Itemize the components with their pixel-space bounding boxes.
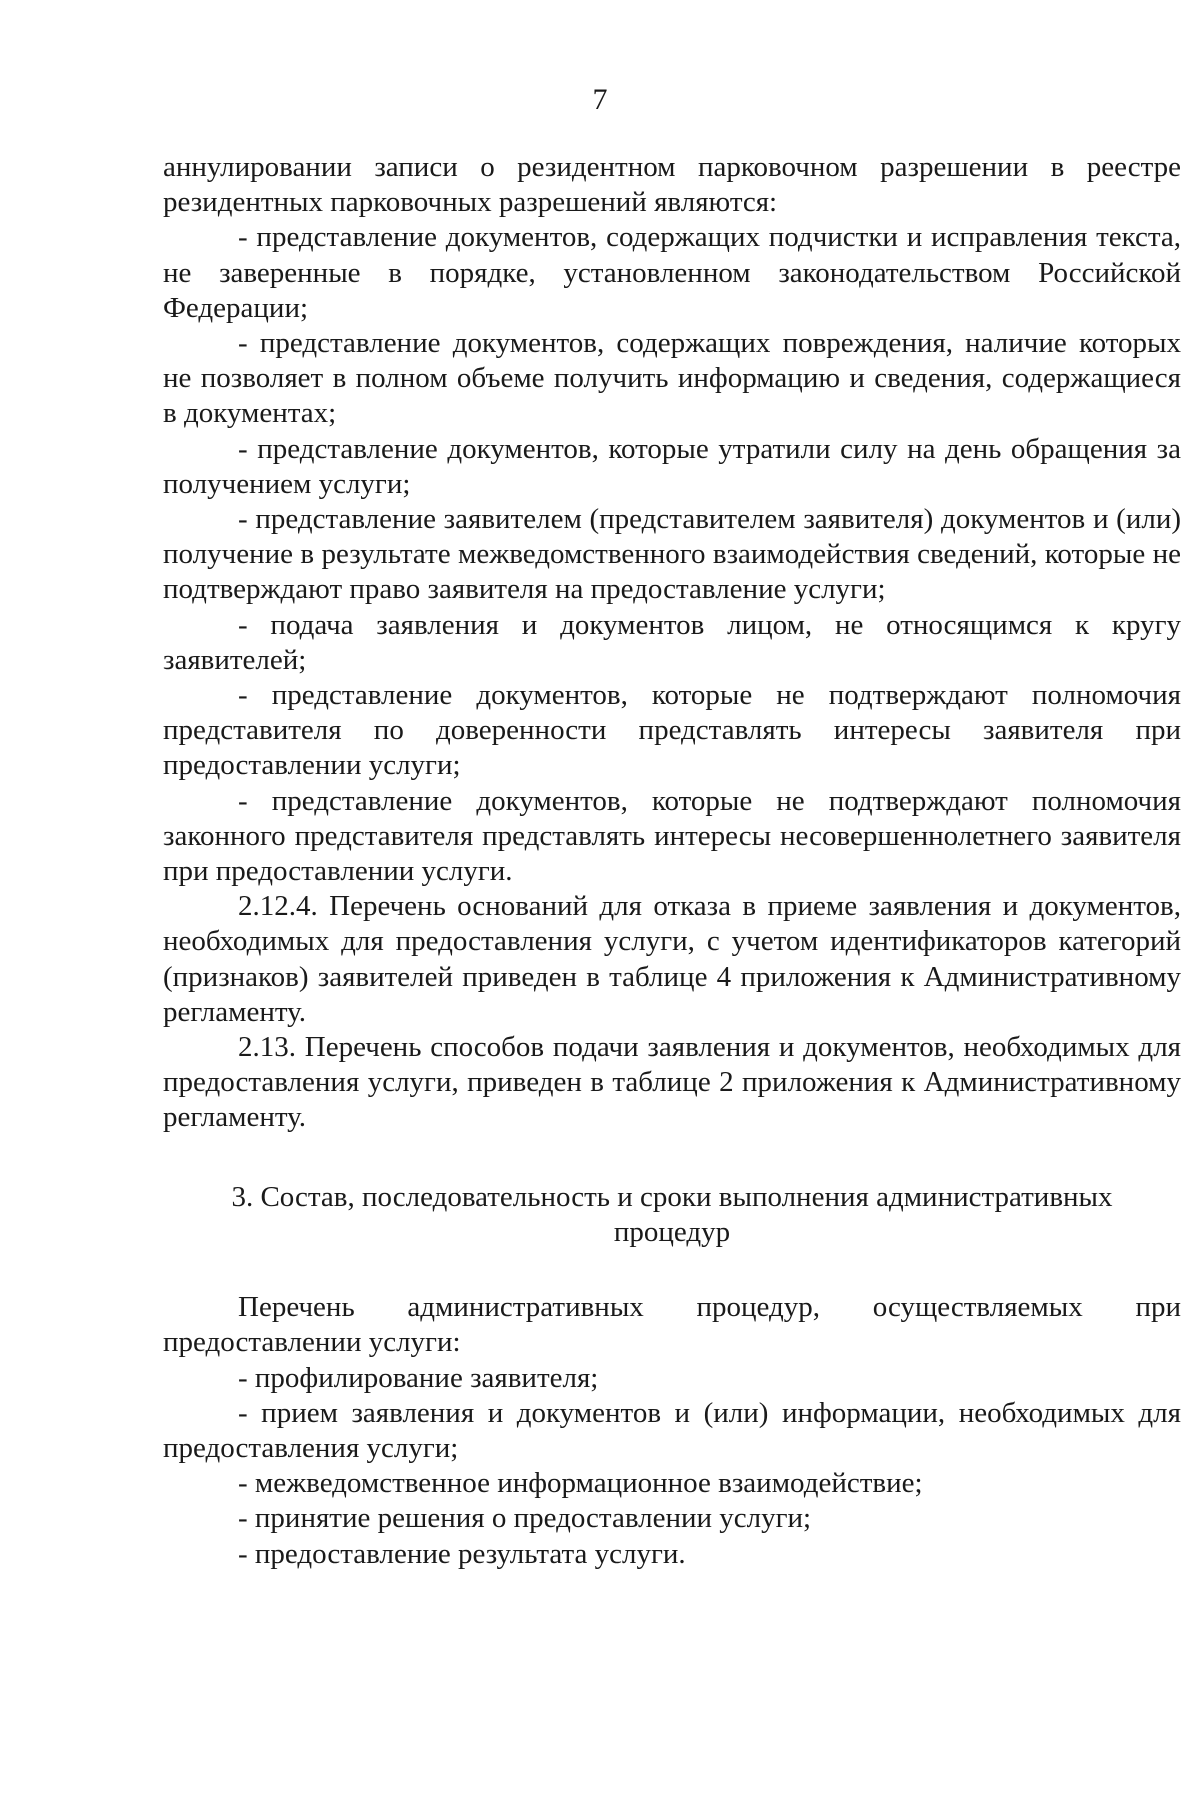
list-item-decision: - принятие решения о предоставлении услуги;: [238, 1502, 812, 1535]
paragraph-2-12-4: 2.12.4. Перечень оснований для отказа в приеме заявления и документов, необходимых для предоставления услуги, с учетом идентификаторов категорий (признаков) заявителей приведен в таблице 4 приложения к Административному регламенту.: [163, 890, 1181, 1028]
list-item-no-right: - представление заявителем (представителем заявителя) документов и (или) получение в результате межведомственного взаимодействия сведений, которые не подтверждают право заявителя на предоставление услуги;: [163, 503, 1181, 606]
spacer: [163, 1136, 1181, 1180]
page-number: 7: [592, 83, 608, 116]
list-item-expired: - представление документов, которые утратили силу на день обращения за получением услуги;: [163, 432, 1181, 500]
list-item-corrections: - представление документов, содержащих подчистки и исправления текста, не заверенные в порядке, установленном законодательством Российской Федерации;: [163, 221, 1181, 324]
list-item-proxy-authority: - представление документов, которые не подтверждают полномочия представителя по доверенности представлять интересы заявителя при предоставлении услуги;: [163, 679, 1181, 782]
list-item-damage: - представление документов, содержащих повреждения, наличие которых не позволяет в полном объеме получить информацию и сведения, содержащиеся в документах;: [163, 327, 1181, 430]
paragraph-procedures-intro: Перечень административных процедур, осуществляемых при предоставлении услуги:: [163, 1291, 1181, 1359]
paragraph-continuation: аннулировании записи о резидентном парковочном разрешении в реестре резидентных парковочных разрешений являются:: [163, 151, 1181, 219]
list-item-result: - предоставление результата услуги.: [238, 1537, 686, 1570]
document-body: [163, 150, 1181, 1572]
list-item-legal-representative: - представление документов, которые не подтверждают полномочия законного представителя представлять интересы несовершеннолетнего заявителя при предоставлении услуги.: [163, 784, 1181, 888]
list-item-interagency: - межведомственное информационное взаимодействие;: [238, 1467, 923, 1500]
paragraph-2-13: 2.13. Перечень способов подачи заявления и документов, необходимых для предоставления услуги, приведен в таблице 2 приложения к Административному регламенту.: [163, 1031, 1181, 1134]
list-item-reception: - прием заявления и документов и (или) информации, необходимых для предоставления услуги;: [163, 1396, 1181, 1464]
list-item-not-applicant: - подача заявления и документов лицом, не относящимся к кругу заявителей;: [163, 608, 1181, 676]
list-item-profiling: - профилирование заявителя;: [238, 1361, 599, 1394]
spacer: [163, 1250, 1181, 1290]
section-heading: 3. Состав, последовательность и сроки выполнения административных процедур: [231, 1180, 1113, 1248]
